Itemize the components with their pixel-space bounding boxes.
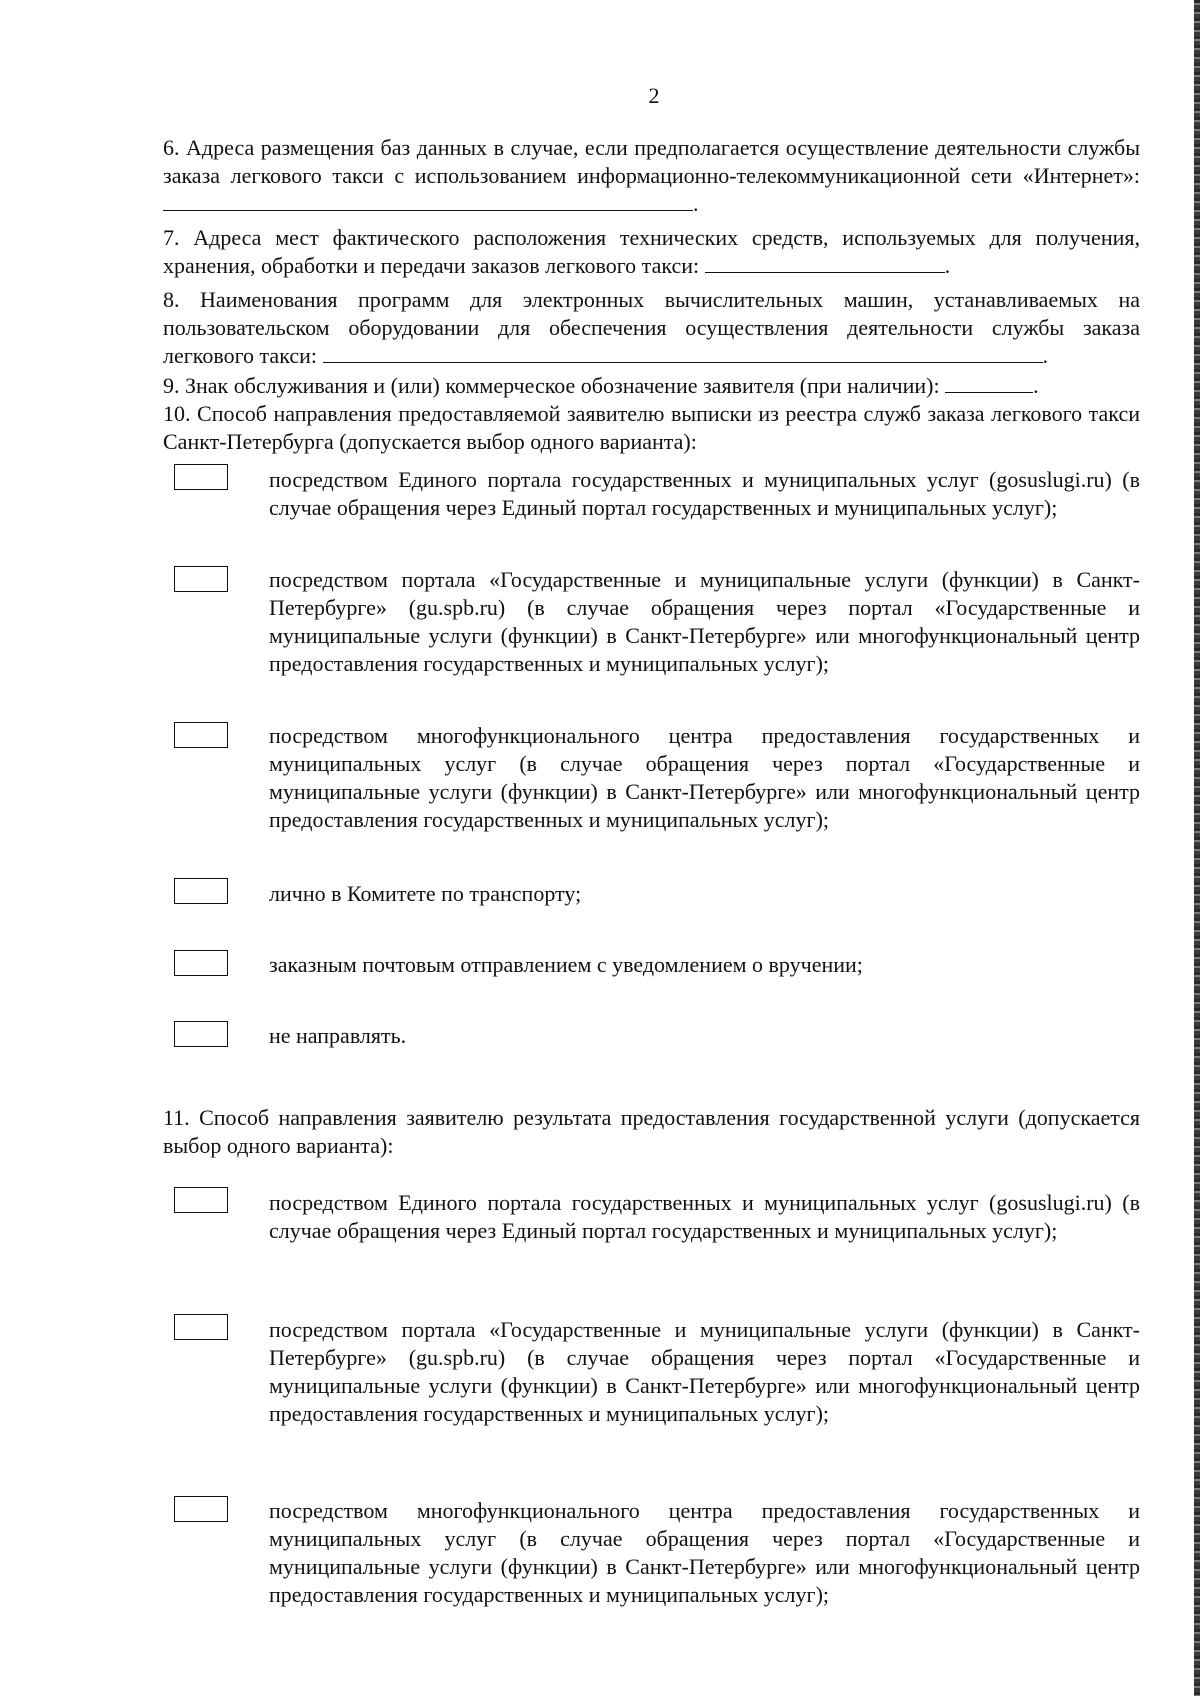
item-7-paragraph: 7. Адреса мест фактического расположения технических средств, используемых для получения, хранения, обработки и передачи заказов легкового такси: .	[163, 225, 1140, 278]
item-10-option-3-text: посредством многофункционального центра предоставления государственных и муниципальных услуг (в случае обращения через портал «Государственные и муниципальные услуги (функции) в Санкт-Петербурге» или многофункциональный центр предоставления государственных и муниципальных услуг);	[269, 723, 1140, 832]
item-8-blank-field[interactable]	[323, 342, 1043, 363]
item-10-option-1-checkbox[interactable]	[174, 464, 228, 490]
item-10-option-5-checkbox[interactable]	[174, 950, 228, 976]
item-11-option-1-checkbox[interactable]	[174, 1187, 228, 1213]
item-11-option-3-text: посредством многофункционального центра предоставления государственных и муниципальных услуг (в случае обращения через портал «Государственные и муниципальные услуги (функции) в Санкт-Петербурге» или многофункциональный центр предоставления государственных и муниципальных услуг);	[269, 1498, 1140, 1607]
scan-edge-border	[1194, 0, 1200, 1696]
item-10-option-3-checkbox[interactable]	[174, 722, 228, 748]
item-10-option-2-text: посредством портала «Государственные и муниципальные услуги (функции) в Санкт-Петербурге» (gu.spb.ru) (в случае обращения через портал «Государственные и муниципальные услуги (функции) в Санкт-Петербурге» или многофункциональный центр предоставления государственных и муниципальных услуг);	[269, 567, 1140, 676]
item-6-text: 6. Адреса размещения баз данных в случае, если предполагается осуществление деятельности службы заказа легкового такси с использованием информационно-телекоммуникационной сети «Интернет»:	[163, 135, 1140, 188]
item-9-text: 9. Знак обслуживания и (или) коммерческое обозначение заявителя (при наличии):	[163, 373, 940, 398]
item-11-paragraph: 11. Способ направления заявителю результата предоставления государственной услуги (допускается выбор одного варианта):	[163, 1105, 1140, 1158]
item-9-blank-field[interactable]	[945, 372, 1033, 393]
page-number: 2	[648, 83, 660, 108]
item-11-option-2-checkbox[interactable]	[174, 1314, 228, 1340]
item-10-paragraph: 10. Способ направления предоставляемой заявителю выписки из реестра служб заказа легкового такси Санкт-Петербурга (допускается выбор одного варианта):	[163, 401, 1140, 454]
item-6-blank-field[interactable]	[163, 190, 693, 211]
item-10-option-6-checkbox[interactable]	[174, 1021, 228, 1047]
item-10-option-2-checkbox[interactable]	[174, 566, 228, 592]
item-10-option-6-text: не направлять.	[269, 1023, 407, 1048]
item-7-text: 7. Адреса мест фактического расположения технических средств, используемых для получения, хранения, обработки и передачи заказов легкового такси:	[163, 225, 1140, 278]
item-10-option-1-text: посредством Единого портала государственных и муниципальных услуг (gosuslugi.ru) (в случае обращения через Единый портал государственных и муниципальных услуг);	[269, 467, 1140, 520]
item-9-paragraph: 9. Знак обслуживания и (или) коммерческое обозначение заявителя (при наличии): .	[163, 373, 1039, 398]
item-11-option-1-text: посредством Единого портала государственных и муниципальных услуг (gosuslugi.ru) (в случае обращения через Единый портал государственных и муниципальных услуг);	[269, 1190, 1140, 1243]
item-10-option-4-checkbox[interactable]	[174, 878, 228, 904]
item-8-paragraph: 8. Наименования программ для электронных вычислительных машин, устанавливаемых на пользовательском оборудовании для обеспечения осуществления деятельности службы заказа легкового такси: .	[163, 287, 1140, 368]
item-6-paragraph: 6. Адреса размещения баз данных в случае, если предполагается осуществление деятельности службы заказа легкового такси с использованием информационно-телекоммуникационной сети «Интернет»: .	[163, 135, 1140, 216]
item-11-option-2-text: посредством портала «Государственные и муниципальные услуги (функции) в Санкт-Петербурге» (gu.spb.ru) (в случае обращения через портал «Государственные и муниципальные услуги (функции) в Санкт-Петербурге» или многофункциональный центр предоставления государственных и муниципальных услуг);	[269, 1317, 1140, 1426]
item-8-text: 8. Наименования программ для электронных вычислительных машин, устанавливаемых на пользовательском оборудовании для обеспечения осуществления деятельности службы заказа легкового такси:	[163, 287, 1140, 368]
item-10-option-5-text: заказным почтовым отправлением с уведомлением о вручении;	[269, 952, 863, 977]
item-7-blank-field[interactable]	[705, 252, 945, 273]
item-10-option-4-text: лично в Комитете по транспорту;	[269, 881, 582, 906]
item-11-option-3-checkbox[interactable]	[174, 1496, 228, 1522]
